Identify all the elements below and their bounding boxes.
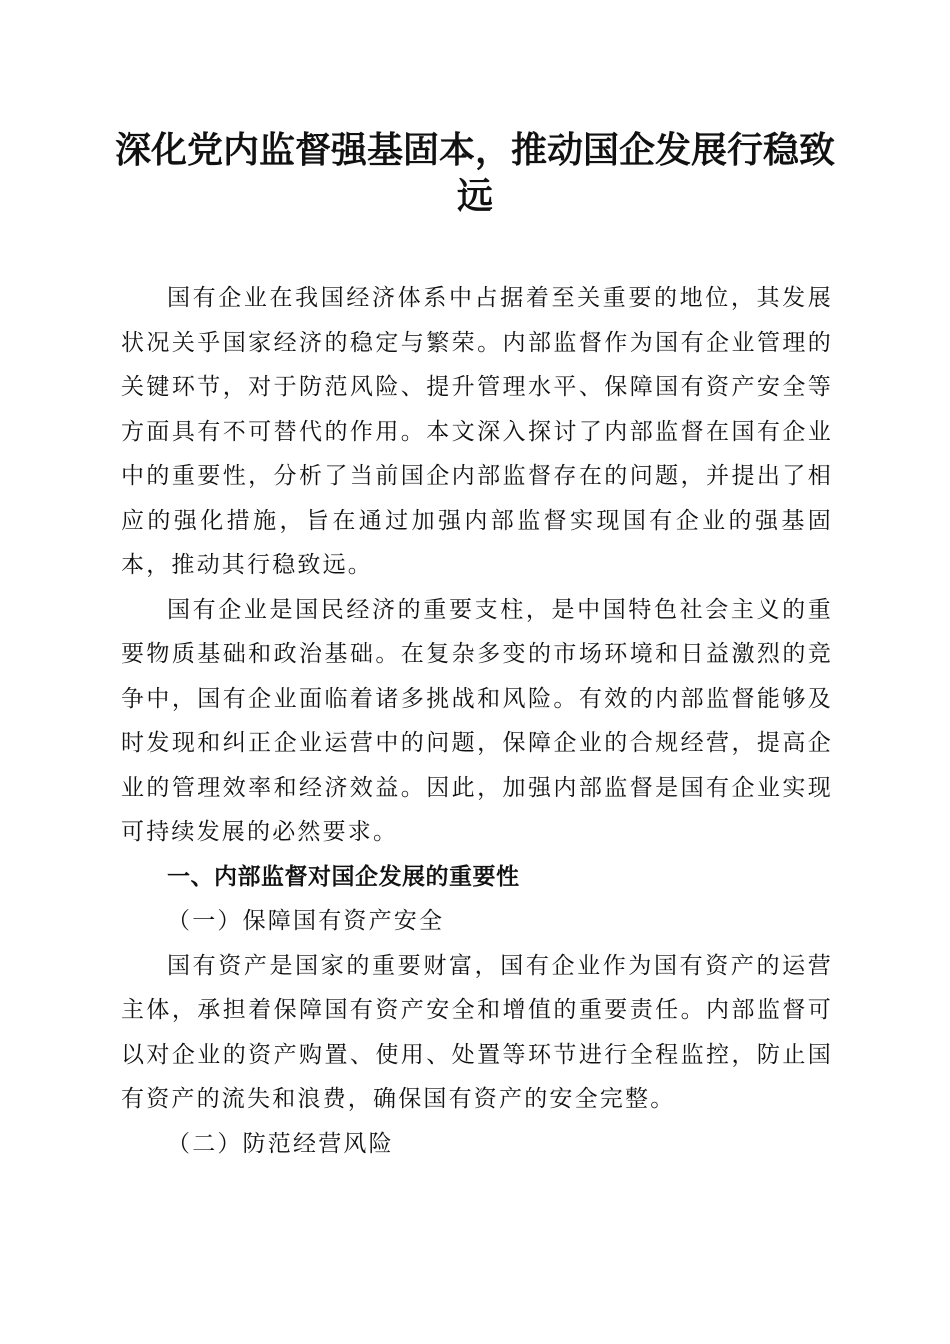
paragraph-asset-safety: 国有资产是国家的重要财富，国有企业作为国有资产的运营主体，承担着保障国有资产安全和增值的重要责任。内部监督可以对企业的资产购置、使用、处置等环节进行全程监控，防止国有资产的流失和浪费，确保国有资产的安全完整。 bbox=[121, 952, 833, 1112]
document-title: 深化党内监督强基固本，推动国企发展行稳致远 bbox=[114, 130, 835, 217]
subsection-heading-2: （二）防范经营风险 bbox=[167, 1130, 394, 1157]
paragraph-intro: 国有企业在我国经济体系中占据着至关重要的地位，其发展状况关乎国家经济的稳定与繁荣。内部监督作为国有企业管理的关键环节，对于防范风险、提升管理水平、保障国有资产安全等方面具有不可替代的作用。本文深入探讨了内部监督在国有企业中的重要性，分析了当前国企内部监督存在的问题，并提出了相应的强化措施，旨在通过加强内部监督实现国有企业的强基固本，推动其行稳致远。 bbox=[121, 285, 833, 578]
section-heading-1: 一、内部监督对国企发展的重要性 bbox=[167, 863, 520, 890]
document-body bbox=[121, 276, 833, 1166]
paragraph-background: 国有企业是国民经济的重要支柱，是中国特色社会主义的重要物质基础和政治基础。在复杂多变的市场环境和日益激烈的竞争中，国有企业面临着诸多挑战和风险。有效的内部监督能够及时发现和纠正企业运营中的问题，保障企业的合规经营，提高企业的管理效率和经济效益。因此，加强内部监督是国有企业实现可持续发展的必然要求。 bbox=[121, 596, 833, 845]
subsection-heading-1: （一）保障国有资产安全 bbox=[167, 908, 445, 934]
